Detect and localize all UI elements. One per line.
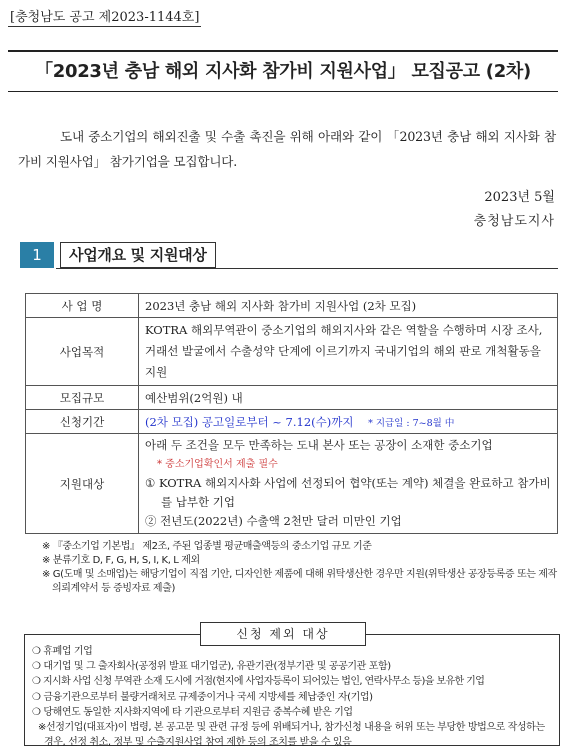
- footnote-item: ※ G(도매 및 소매업)는 해당기업이 직접 기안, 디자인한 제품에 대해 위탁생산한 경우만 지원(위탁생산 공장등록증 또는 제작의뢰계약서 등 증빙자료 제출): [42, 569, 557, 594]
- intro-paragraph: 도내 중소기업의 해외진출 및 수출 촉진을 위해 아래와 같이 「2023년 충남 해외 지사화 참가비 지원사업」 참가기업을 모집합니다.: [18, 129, 556, 169]
- apply-period: (2차 모집) 공고일로부터 ~ 7.12(수)까지: [145, 414, 354, 429]
- section-number: 1: [20, 242, 54, 268]
- list-item: ❍ 당해연도 동일한 지사화지역에 타 기관으로부터 지원금 중복수혜 받은 기업: [32, 706, 353, 718]
- row-head: 신청기간: [26, 410, 139, 434]
- list-item: ❍ 휴폐업 기업: [32, 646, 93, 657]
- section-underline: [56, 268, 558, 269]
- page-title: 「2023년 충남 해외 지사화 참가비 지원사업」 모집공고 (2차): [35, 61, 531, 82]
- row-value: 예산범위(2억원) 내: [139, 386, 558, 410]
- target-desc: 아래 두 조건을 모두 만족하는 도내 본사 또는 공장이 소재한 중소기업: [145, 438, 493, 452]
- table-row: [26, 294, 558, 318]
- row-head: 모집규모: [26, 386, 139, 410]
- notice-number: [충청남도 공고 제2023-1144호]: [8, 6, 201, 27]
- row-value: KOTRA 해외무역관이 중소기업의 해외지사와 같은 역할을 수행하며 시장 조사, 거래선 발굴에서 수출성약 단계에 이르기까지 국내기업의 해외 판로 개척활동을 지원: [139, 318, 558, 386]
- title-rule-bottom: [8, 91, 558, 92]
- row-value: [139, 434, 558, 534]
- list-item: ❍ 지시화 사업 신청 무역관 소재 도시에 거점(현지에 사업자등록이 되어있는 법인, 연락사무소 등)을 보유한 기업: [32, 676, 485, 688]
- table-row: [26, 386, 558, 410]
- notice-date: 2023년 5월: [484, 190, 555, 205]
- issuing-org: 충청남도지사: [473, 214, 555, 229]
- section-title: 사업개요 및 지원대상: [60, 242, 216, 268]
- footnote-item: ※ 분류기호 D, F, G, H, S, I, K, L 제외: [42, 555, 200, 566]
- table-row: [26, 410, 558, 434]
- list-item: ❍ 대기업 및 그 출자회사(공정위 발표 대기업군), 유관기관(정부기관 및 공공기관 포함): [32, 661, 391, 673]
- condition-2: ② 전년도(2022년) 수출액 2천만 달러 미만인 기업: [145, 514, 402, 528]
- condition-1: ① KOTRA 해외지사화 사업에 선정되어 협약(또는 계약) 체결을 완료하고 참가비를 납부한 기업: [145, 476, 551, 509]
- title-rule-top: [8, 50, 558, 52]
- row-head: 사 업 명: [26, 294, 139, 318]
- table-row: [26, 318, 558, 386]
- sme-cert-note: * 중소기업확인서 제출 필수: [157, 459, 278, 470]
- table-row: [26, 434, 558, 534]
- row-head: 지원대상: [26, 434, 139, 534]
- row-value: [139, 410, 558, 434]
- list-item: ❍ 금융기관으로부터 불량거래처로 규제중이거나 국세 지방세를 체납중인 자(기업): [32, 691, 373, 703]
- footnote-item: ※ 『중소기업 기본법』 제2조, 주된 업종별 평균매출액등의 중소기업 규모 기준: [42, 541, 372, 552]
- exclusion-footnote: ※선정기업(대표자)이 법령, 본 공고문 및 관련 규정 등에 위배되거나, 참가신청 내용을 허위 또는 부당한 방법으로 작성하는 경우, 선정 취소, 정부 및 수출지원사업 참여 제한 등의 조치를 받을 수 있음: [38, 722, 545, 749]
- exclusion-label: 신청 제외 대상: [200, 622, 366, 646]
- exclusion-list: [32, 644, 554, 750]
- footnotes: [42, 540, 558, 596]
- payment-note: * 지급일 : 7~8월 中: [368, 417, 455, 429]
- overview-table: [25, 293, 558, 534]
- row-head: 사업목적: [26, 318, 139, 386]
- row-value: 2023년 충남 해외 지사화 참가비 지원사업 (2차 모집): [139, 294, 558, 318]
